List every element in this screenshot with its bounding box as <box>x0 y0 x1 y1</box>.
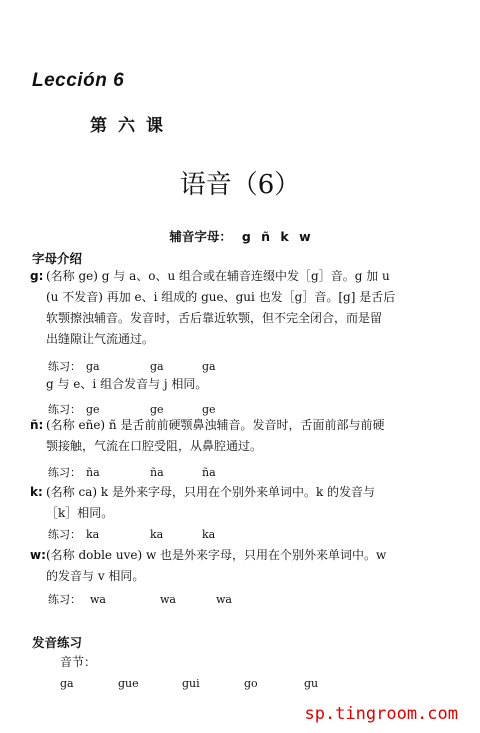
practice-item: ga <box>86 360 100 373</box>
watermark-text: sp.tingroom.com <box>304 704 458 724</box>
syllables-row <box>60 677 318 690</box>
page-title: 语音（6） <box>179 170 301 200</box>
section-heading-pronunciation-practice: 发音练习 <box>32 635 83 650</box>
entry-line: 软颚擦浊辅音。发音时，舌后靠近软颚，但不完全闭合，而是留 <box>46 311 383 325</box>
entry-line: 出缝隙让气流通过。 <box>46 332 155 346</box>
entry-head: k: <box>30 485 43 499</box>
lesson-heading: Lección 6 <box>32 70 125 91</box>
syllables-label: 音节： <box>60 655 97 669</box>
entry-line: ［k］相同。 <box>46 506 114 520</box>
practice-row <box>48 526 215 542</box>
consonant-letters-subtitle <box>0 227 480 245</box>
practice-item: ka <box>86 528 100 541</box>
subtitle-label: 辅音字母： <box>169 229 232 244</box>
practice-row <box>48 358 216 374</box>
practice-item: ña <box>150 466 164 479</box>
entry-line: (名称 doble uve) w 也是外来字母，只用在个别外来单词中。w <box>46 548 387 562</box>
entry-k <box>30 482 470 524</box>
entry-line: (名称 eñe) ñ 是舌前前硬颚鼻浊辅音。发音时，舌面前部与前硬 <box>46 418 385 432</box>
practice-label: 练习： <box>48 403 81 416</box>
practice-item: ga <box>202 360 216 373</box>
practice-item: ña <box>86 466 100 479</box>
entry-line: (名称 ge) g 与 a、o、u 组合或在辅音连缀中发［g］音。g 加 u <box>46 269 390 283</box>
entry-head: w: <box>30 548 46 562</box>
syllable-item: ga <box>60 677 74 690</box>
entry-line: 颚接触，气流在口腔受阻，从鼻腔通过。 <box>46 439 263 453</box>
practice-item: ña <box>202 466 216 479</box>
practice-item: wa <box>160 593 176 606</box>
section-heading-letters-intro: 字母介绍 <box>32 251 83 266</box>
practice-label: 练习： <box>48 528 81 541</box>
practice-label: 练习： <box>48 360 81 373</box>
entry-line: (u 不发音) 再加 e、i 组成的 gue、gui 也发［g］音。[g] 是舌后 <box>46 290 396 304</box>
practice-item: wa <box>216 593 232 606</box>
practice-label: 练习： <box>48 593 81 606</box>
entry-line: (名称 ca) k 是外来字母，只用在个别外来单词中。k 的发音与 <box>46 485 376 499</box>
chinese-lesson-heading: 第六课 <box>90 116 174 136</box>
practice-row <box>48 464 216 480</box>
entry-g <box>30 266 470 350</box>
syllable-item: gu <box>304 677 319 690</box>
practice-item: wa <box>90 593 106 606</box>
syllable-item: gui <box>182 677 200 690</box>
practice-item: ge <box>202 403 216 416</box>
practice-item: ka <box>202 528 216 541</box>
entry-w <box>30 545 470 587</box>
entry-note: g 与 e、i 组合发音与 j 相同。 <box>46 377 208 391</box>
entry-n-tilde <box>30 415 470 457</box>
practice-item: ka <box>150 528 164 541</box>
practice-row <box>48 591 232 607</box>
syllable-item: gue <box>118 677 139 690</box>
entry-line: 的发音与 v 相同。 <box>46 569 145 583</box>
subtitle-letters: g ñ k w <box>241 229 311 244</box>
practice-item: ga <box>150 360 164 373</box>
practice-item: ge <box>150 403 164 416</box>
syllable-item: go <box>244 677 258 690</box>
practice-item: ge <box>86 403 100 416</box>
practice-label: 练习： <box>48 466 81 479</box>
entry-head: g: <box>30 269 44 283</box>
entry-head: ñ: <box>30 418 44 432</box>
